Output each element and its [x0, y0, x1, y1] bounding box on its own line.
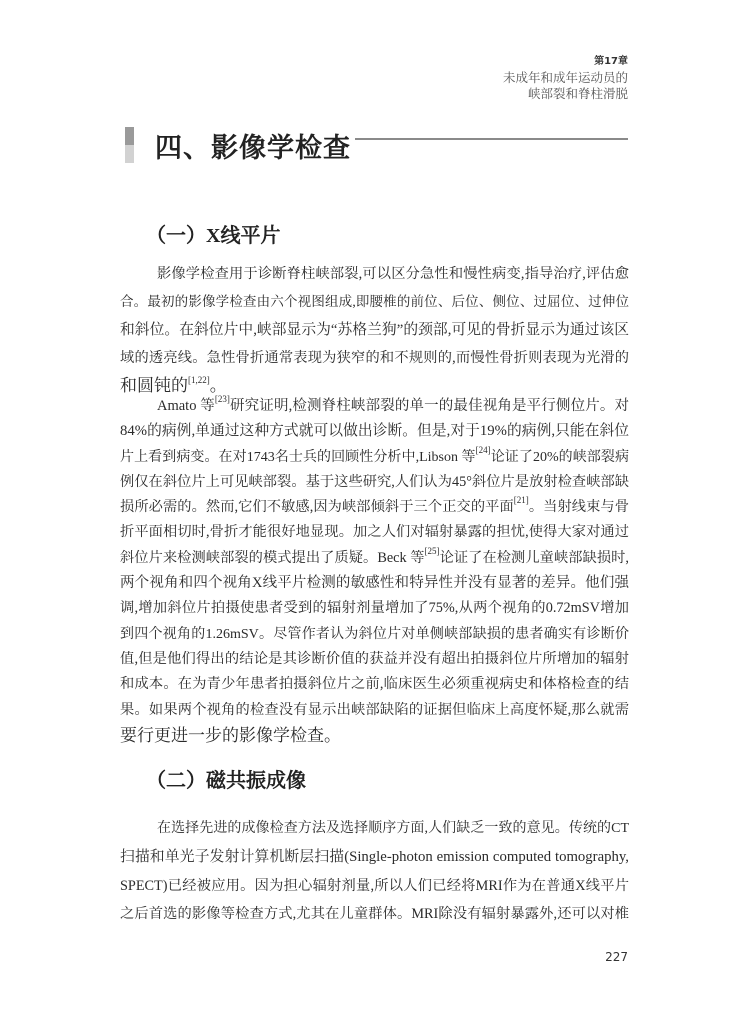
text: 。 [209, 376, 227, 395]
text-line: 在选择先进的成像检查方法及选择顺序方面,人们缺乏一致的意见。传统的CT [157, 821, 629, 836]
text: 。当射线束与骨 [528, 499, 629, 516]
text: 斜位片来检测峡部裂的模式提出了质疑。Beck 等 [120, 549, 425, 566]
text-line: 值,但是他们得出的结论是其诊断价值的获益并没有超出拍摄斜位片所增加的辐射 [120, 650, 629, 667]
section-title: 四、影像学检查 [155, 133, 351, 164]
text-line: 合。最初的影像学检查由六个视图组成,即腰椎的前位、后位、侧位、过屈位、过伸位 [120, 294, 629, 309]
subsection-heading-mri: （二）磁共振成像 [146, 770, 306, 792]
text-line: 要行更进一步的影像学检查。 [120, 725, 341, 745]
citation: [24] [475, 444, 491, 455]
subsection-heading-xray: （一）X线平片 [146, 225, 281, 247]
paragraph-3 [120, 815, 629, 928]
text-line: 域的透亮线。急性骨折通常表现为狭窄的和不规则的,而慢性骨折则表现为光滑的 [120, 350, 629, 366]
text: 损所必需的。然而,它们不敏感,因为峡部倾斜于三个正交的平面 [120, 499, 514, 516]
text-line: 之后首选的影像等检查方式,尤其在儿童群体。MRI除没有辐射暴露外,还可以对椎 [120, 905, 629, 922]
section-marker-dark [125, 127, 134, 145]
text-line: 影像学检查用于诊断脊柱峡部裂,可以区分急性和慢性病变,指导治疗,评估愈 [157, 266, 629, 282]
text-line: 和成本。在为青少年患者拍摄斜位片之前,临床医生必须重视病史和体格检查的结 [120, 676, 629, 693]
text-line: 84%的病例,单通过这种方式就可以做出诊断。但是,对于19%的病例,只能在斜位 [120, 423, 629, 440]
text-line: SPECT)已经被应用。因为担心辐射剂量,所以人们已经将MRI作为在普通X线平片 [120, 877, 629, 894]
text-line [120, 394, 629, 419]
text-line: 和斜位。在斜位片中,峡部显示为“苏格兰狗”的颈部,可见的骨折显示为通过该区 [120, 322, 629, 338]
text-line: 到四个视角的1.26mSV。尽管作者认为斜位片对单侧峡部缺损的患者确实有诊断价 [120, 626, 629, 642]
text-line: 果。如果两个视角的检查没有显示出峡部缺陷的证据但临床上高度怀疑,那么就需 [120, 701, 629, 718]
title-rule [355, 138, 628, 140]
text-line: 折平面相切时,骨折才能很好地显现。加之人们对辐射暴露的担忧,使得大家对通过 [120, 524, 629, 541]
citation: [1,22] [188, 375, 210, 385]
paragraph-1 [120, 260, 629, 400]
running-title-line2: 峡部裂和脊柱滑脱 [527, 86, 628, 101]
text-line [120, 546, 629, 571]
section-marker-light [125, 145, 134, 163]
text: 研究证明,检测脊柱峡部裂的单一的最佳视角是平行侧位片。对 [229, 398, 629, 414]
text: 论证了在检测儿童峡部缺损时, [439, 549, 629, 566]
text: Amato 等 [157, 398, 215, 414]
text: 论证了20%的峡部裂病 [490, 449, 629, 465]
page-number: 227 [605, 950, 628, 964]
text: 和圆钝的 [120, 376, 188, 395]
running-title-line1: 未成年和成年运动员的 [502, 70, 628, 85]
text-line: 两个视角和四个视角X线平片检测的敏感性和特异性并没有显著的差异。他们强 [120, 575, 629, 592]
citation: [21] [513, 495, 529, 506]
text-line [120, 495, 629, 520]
text: 片上看到病变。在对1743名士兵的回顾性分析中,Libson 等 [120, 449, 476, 465]
paragraph-2 [120, 394, 629, 748]
text-line: 调,增加斜位片拍摄使患者受到的辐射剂量增加了75%,从两个视角的0.72mSV增加 [120, 600, 629, 617]
citation: [23] [214, 394, 230, 404]
text-line: 扫描和单光子发射计算机断层扫描(Single-photon emission computed tomography, [120, 849, 629, 866]
text-line [120, 445, 629, 470]
citation: [25] [424, 545, 440, 556]
chapter-label: 第17章 [594, 56, 628, 67]
text-line: 例仅在斜位片上可见峡部裂。基于这些研究,人们认为45°斜位片是放射检查峡部缺 [120, 473, 629, 490]
